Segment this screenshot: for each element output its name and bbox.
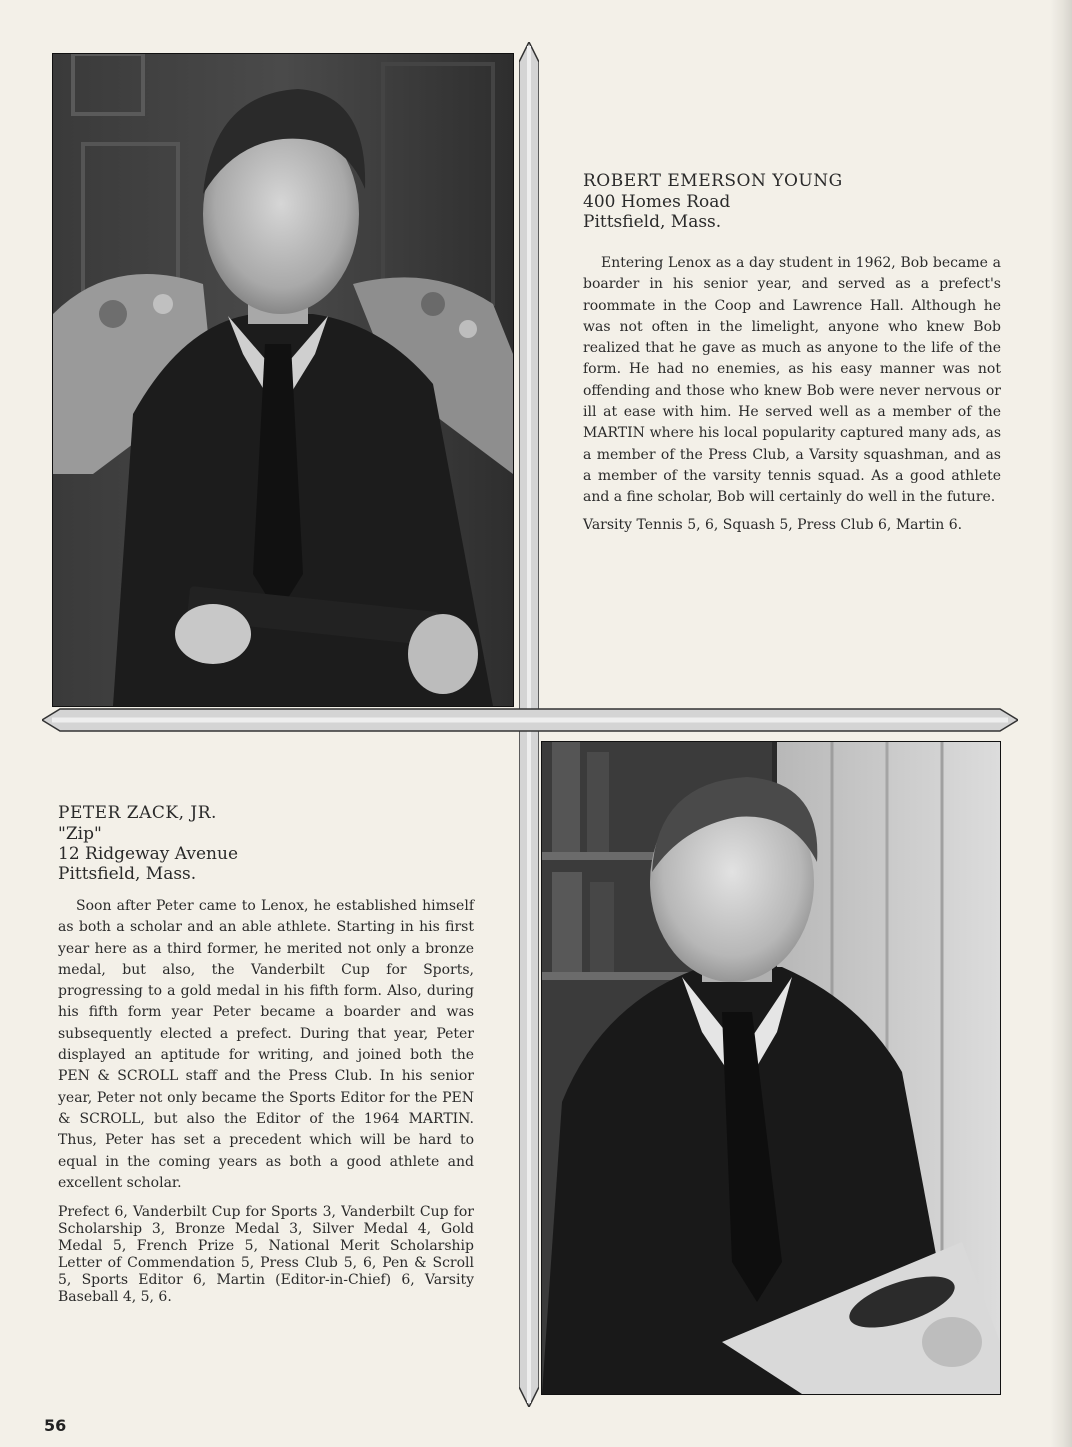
portrait-photo-peter-zack xyxy=(541,741,1001,1395)
biography-text: Soon after Peter came to Lenox, he established himself as both a scholar and an able athlete. Starting in his first year here as a third former, he merited not only a bronze medal, but also, the Vanderbilt Cup for Sports, progressing to a gold medal in his fifth form. Also, during his fifth form year Peter became a boarder and was subsequently elected a prefect. During that year, Peter displayed an aptitude for writing, and joined both the PEN & SCROLL staff and the Press Club. In his senior year, Peter not only became the Sports Editor for the PEN & SCROLL, but also the Editor of the 1964 MARTIN. Thus, Peter has set a precedent which will be hard to equal in the coming years as both a good athlete and excellent scholar. xyxy=(58,898,474,1191)
portrait-photo-robert-young xyxy=(52,53,514,707)
student-nickname: "Zip" xyxy=(58,824,102,844)
page-edge-shadow xyxy=(1050,0,1072,1447)
student-name: ROBERT EMERSON YOUNG xyxy=(583,171,843,191)
address-line-2: Pittsfield, Mass. xyxy=(583,212,722,232)
activities-list: Prefect 6, Vanderbilt Cup for Sports 3, Vanderbilt Cup for Scholarship 3, Bronze Medal 3, Silver Medal 4, Gold Medal 5, French Prize 5, National Merit Scholarship Letter of Commendation 5, Press Club 5, 6, Pen & Scroll 5, Sports Editor 6, Martin (Editor-in-Chief) 6, Varsity Baseball 4, 5, 6. xyxy=(58,1204,474,1306)
page-number: 56 xyxy=(44,1416,67,1435)
horizontal-divider-bar xyxy=(42,707,1018,733)
entry-peter-zack xyxy=(58,803,474,1306)
address-line-1: 400 Homes Road xyxy=(583,192,731,212)
address-line-2: Pittsfield, Mass. xyxy=(58,864,197,884)
student-name: PETER ZACK, JR. xyxy=(58,803,217,823)
entry-robert-young xyxy=(583,171,1001,534)
address-line-1: 12 Ridgeway Avenue xyxy=(58,844,239,864)
activities-list: Varsity Tennis 5, 6, Squash 5, Press Club 6, Martin 6. xyxy=(583,516,963,533)
biography-text: Entering Lenox as a day student in 1962, Bob became a boarder in his senior year, and served as a prefect's roommate in the Coop and Lawrence Hall. Although he was not often in the limelight, anyone who knew Bob realized that he gave as much as anyone to the life of the form. He had no enemies, as his easy manner was not offending and those who knew Bob were never nervous or ill at ease with him. He served well as a member of the MARTIN where his local popularity captured many ads, as a member of the Press Club, a Varsity squashman, and as a member of the varsity tennis squad. As a good athlete and a fine scholar, Bob will certainly do well in the future. xyxy=(583,255,1001,506)
